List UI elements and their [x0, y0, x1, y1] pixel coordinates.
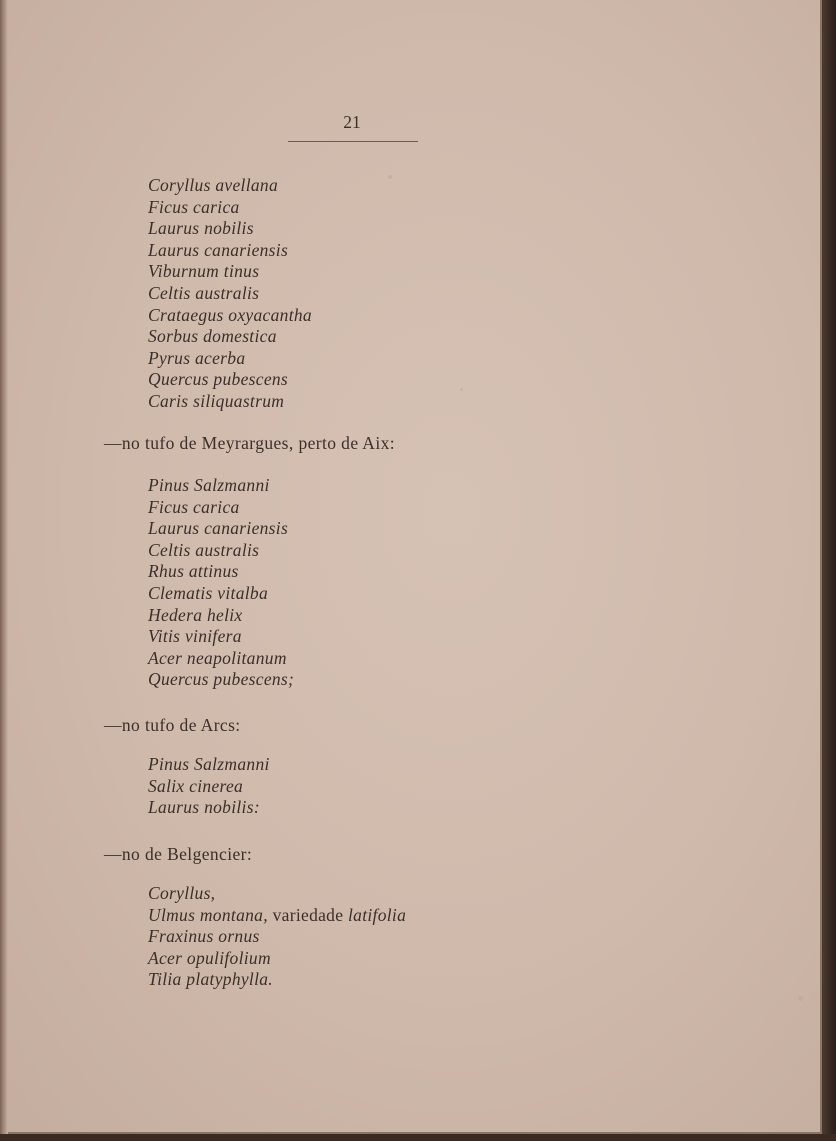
- species-item: Celtis australis: [148, 539, 260, 560]
- species-item: Pyrus acerba: [148, 347, 246, 368]
- species-item: Clematis vitalba: [148, 582, 269, 603]
- species-item: Ficus carica: [148, 496, 240, 517]
- species-list-1: [148, 175, 312, 413]
- paper-speck: [798, 996, 803, 1001]
- page-number: 21: [343, 112, 361, 132]
- scan-border-bottom: [0, 1134, 836, 1141]
- page-left-edge: [0, 0, 8, 1134]
- paper-speck: [460, 388, 463, 391]
- species-item: Tilia platyphylla.: [148, 969, 273, 990]
- species-item: Quercus pubescens;: [148, 669, 295, 690]
- species-item: Coryllus avellana: [148, 175, 279, 195]
- species-item: Vitis vinifera: [148, 626, 242, 647]
- species-item: Fraxinus ornus: [148, 926, 260, 947]
- species-item: Quercus pubescens: [148, 369, 289, 390]
- species-item: Laurus nobilis:: [148, 797, 260, 818]
- species-item: Rhus attinus: [148, 561, 239, 582]
- species-item: Laurus canariensis: [148, 518, 289, 539]
- species-name: Ulmus montana,: [148, 904, 268, 925]
- species-list-3: [148, 754, 270, 819]
- scan-border-right: [822, 0, 836, 1141]
- locality-heading-arcs: —no tufo de Arcs:: [104, 715, 241, 735]
- species-item: Viburnum tinus: [148, 261, 260, 282]
- species-item-ulmus: [148, 905, 406, 927]
- species-item: Crataegus oxyacantha: [148, 304, 312, 325]
- species-item: Ficus carica: [148, 196, 240, 217]
- species-item: Sorbus domestica: [148, 326, 277, 347]
- species-item: Caris siliquastrum: [148, 390, 285, 411]
- header-rule: [288, 141, 418, 142]
- species-item: Coryllus,: [148, 883, 216, 903]
- species-item: Laurus canariensis: [148, 239, 289, 260]
- species-item: Pinus Salzmanni: [148, 475, 270, 495]
- variety-name: latifolia: [348, 904, 407, 925]
- species-list-4: [148, 883, 406, 991]
- locality-heading-belgencier: —no de Belgencier:: [104, 844, 253, 864]
- paper-speck: [388, 175, 392, 179]
- species-item: Acer opulifolium: [148, 947, 271, 968]
- species-list-2: [148, 475, 294, 691]
- species-item: Hedera helix: [148, 604, 243, 625]
- species-item: Acer neapolitanum: [148, 647, 287, 668]
- species-item: Pinus Salzmanni: [148, 754, 270, 774]
- variety-word: variedade: [272, 904, 344, 925]
- species-item: Laurus nobilis: [148, 218, 254, 239]
- species-item: Celtis australis: [148, 282, 260, 303]
- species-item: Salix cinerea: [148, 775, 244, 796]
- locality-heading-meyrargues: —no tufo de Meyrargues, perto de Aix:: [104, 433, 396, 453]
